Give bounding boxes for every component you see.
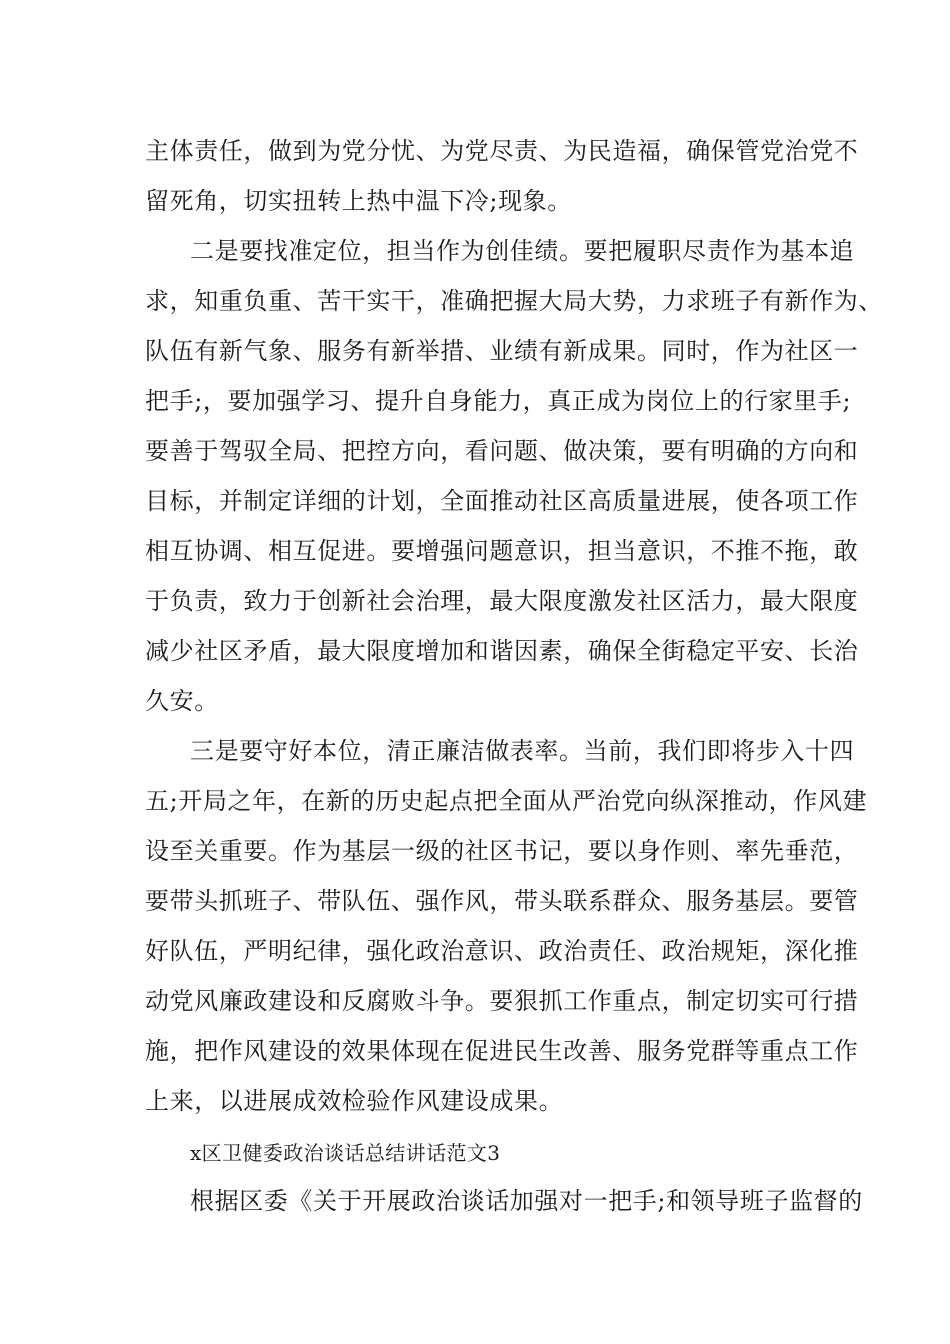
paragraph-start-line: 二是要找准定位，担当作为创佳绩。要把履职尽责作为基本追 — [190, 237, 855, 265]
text-line: 相互协调、相互促进。要增强问题意识，担当意识，不推不拖，敢 — [145, 537, 859, 565]
text-line: 队伍有新气象、服务有新举措、业绩有新成果。同时，作为社区一 — [145, 337, 859, 365]
text-line: 上来，以进展成效检验作风建设成果。 — [145, 1087, 564, 1115]
paragraph-start-line: 根据区委《关于开展政治谈话加强对一把手;和领导班子监督的 — [190, 1187, 863, 1215]
text-line: 目标，并制定详细的计划，全面推动社区高质量进展，使各项工作 — [145, 487, 859, 515]
paragraph-start-line: 三是要守好本位，清正廉洁做表率。当前，我们即将步入十四 — [190, 737, 855, 765]
text-line: 好队伍，严明纪律，强化政治意识、政治责任、政治规矩，深化推 — [145, 937, 859, 965]
text-line: 设至关重要。作为基层一级的社区书记，要以身作则、率先垂范， — [145, 837, 859, 865]
text-line: 减少社区矛盾，最大限度增加和谐因素，确保全街稳定平安、长治 — [145, 637, 859, 665]
text-line: 把手;，要加强学习、提升自身能力，真正成为岗位上的行家里手; — [145, 387, 852, 415]
text-line: 动党风廉政建设和反腐败斗争。要狠抓工作重点，制定切实可行措 — [145, 987, 859, 1015]
text-line: 要带头抓班子、带队伍、强作风，带头联系群众、服务基层。要管 — [145, 887, 859, 915]
text-line: 五;开局之年，在新的历史起点把全面从严治党向纵深推动，作风建 — [145, 787, 868, 815]
text-line: 于负责，致力于创新社会治理，最大限度激发社区活力，最大限度 — [145, 587, 859, 615]
text-line: 要善于驾驭全局、把控方向，看问题、做决策，要有明确的方向和 — [145, 437, 859, 465]
text-line: 留死角，切实扭转上热中温下冷;现象。 — [145, 187, 572, 215]
text-line: 久安。 — [145, 687, 219, 715]
text-line: 主体责任，做到为党分忧、为党尽责、为民造福，确保管党治党不 — [145, 137, 859, 165]
section-heading: x区卫健委政治谈话总结讲话范文3 — [190, 1141, 501, 1165]
text-line: 求，知重负重、苦干实干，准确把握大局大势，力求班子有新作为、 — [145, 287, 883, 315]
text-line: 施，把作风建设的效果体现在促进民生改善、服务党群等重点工作 — [145, 1037, 859, 1065]
